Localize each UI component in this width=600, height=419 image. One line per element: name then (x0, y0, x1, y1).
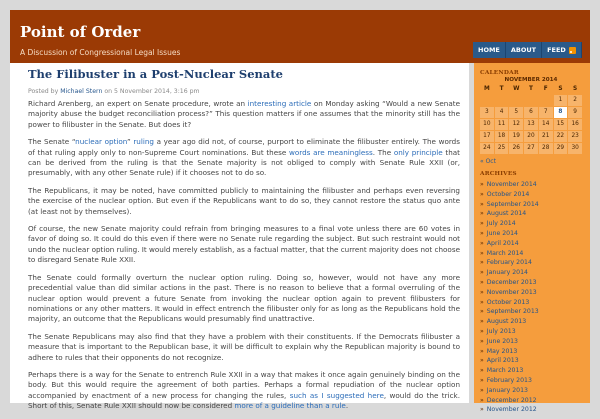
calendar-day: 23 (568, 131, 582, 142)
main-nav (473, 42, 582, 58)
calendar-day: 24 (480, 143, 494, 154)
calendar-day-header: F (543, 86, 548, 92)
calendar-day: 11 (495, 119, 509, 130)
archive-link[interactable]: » July 2013 (480, 327, 584, 337)
nuclear-option-link[interactable]: nuclear option (75, 137, 127, 147)
archive-link[interactable]: » November 2013 (480, 288, 584, 298)
archive-link[interactable]: » April 2013 (480, 356, 584, 366)
calendar-day: 18 (495, 131, 509, 142)
text: . The (372, 147, 394, 157)
calendar-empty-cell (539, 95, 553, 106)
post-body (28, 99, 460, 419)
archive-link[interactable]: » December 2013 (480, 278, 584, 288)
archive-link[interactable]: » May 2013 (480, 347, 584, 357)
guideline-link[interactable]: more of a guideline than a rule (234, 401, 346, 411)
calendar-day: 21 (539, 131, 553, 142)
archive-link[interactable]: » November 2014 (480, 180, 584, 190)
paragraph-6: The Senate Republicans may also find that they have a problem with their constituents. If the Democrats filibuster a measure that is important to the Republican base, it will be difficult to explain why the Republican majority is bound to adhere to rules that their opponents do not recognize. (28, 331, 460, 362)
text: The Senate “ (28, 137, 76, 147)
calendar-day: 7 (539, 107, 553, 118)
archive-link[interactable]: » March 2014 (480, 249, 584, 259)
calendar-day: 1 (554, 95, 568, 106)
words-meaningless-link[interactable]: words are meaningless (288, 147, 373, 157)
calendar-day: 12 (509, 119, 523, 130)
calendar (480, 76, 582, 165)
calendar-empty-cell (524, 95, 538, 106)
nav-feed-label: FEED (547, 46, 566, 54)
paragraph-3: The Republicans, it may be noted, have committed publicly to maintaining the filibuster and perhaps even reversing the exercise of the nuclear option. But even if the Republicans want to do so, they cannot restore the status quo ante (at least not by themselves). (28, 185, 460, 216)
calendar-day-header: W (513, 86, 520, 92)
calendar-day: 10 (480, 119, 494, 130)
calendar-day: 2 (568, 95, 582, 106)
archive-link[interactable]: » August 2014 (480, 209, 584, 219)
archive-link[interactable]: » February 2014 (480, 258, 584, 268)
calendar-empty-cell (509, 95, 523, 106)
calendar-day-header: S (573, 86, 578, 92)
calendar-day-header: T (499, 86, 504, 92)
calendar-day: 30 (568, 143, 582, 154)
archives-list (480, 180, 584, 415)
text: on Monday asking “Would a new Senate majority abuse the budget reconciliation process?” This question matters if one assumes that the minority still has the power to filibuster in the Senate. But does it? (28, 99, 460, 129)
archive-link[interactable]: » June 2014 (480, 229, 584, 239)
archive-link[interactable]: » June 2013 (480, 337, 584, 347)
paragraph-4: Of course, the new Senate majority could refrain from bringing measures to a final vote unless there are 60 votes in favor of doing so. It could do this even if there were no Senate rule regarding the subject. But such restraint would not undo the nuclear option ruling. It would merely establish, as a factual matter, that the current majority does not choose to disregard Senate Rule XXII. (28, 224, 460, 265)
post-meta (28, 88, 200, 95)
archive-link[interactable]: » July 2014 (480, 219, 584, 229)
archive-link[interactable]: » September 2014 (480, 200, 584, 210)
rss-icon (569, 47, 576, 54)
calendar-caption: NOVEMBER 2014 (504, 77, 558, 83)
archive-link[interactable]: » February 2013 (480, 376, 584, 386)
text: that can be derived from the ruling is that the Senate majority is not obliged to comply with Senate Rule XXII (or, presumably, with any other Senate rule) if it chooses not to do so. (28, 147, 460, 178)
calendar-heading: CALENDAR (480, 70, 519, 76)
calendar-day: 9 (568, 107, 582, 118)
archive-link[interactable]: » August 2013 (480, 317, 584, 327)
only-principle-link[interactable]: only principle (393, 147, 443, 157)
calendar-day[interactable]: 8 (554, 107, 568, 118)
post-meta-prefix: Posted by (28, 88, 61, 95)
text: a year ago did not, of course, purport to eliminate the filibuster entirely. The words of that ruling apply only to non-Supreme Court nominations. But these (28, 137, 460, 157)
calendar-day: 27 (524, 143, 538, 154)
nav-about[interactable] (506, 42, 542, 58)
paragraph-5: The Senate could formally overturn the nuclear option ruling. Doing so, however, would not have any more precedential value than did similar actions in the past. There is no reason to believe that a formal overruling of the nuclear option would prevent a future Senate from invoking the nuclear option again to prevent filibusters for nominations or any other matters. It would in effect entrench the filibuster only for as long as the Republicans hold the majority, an outcome that the Republicans would presumably find unattractive. (28, 272, 460, 324)
archive-link[interactable]: » January 2014 (480, 268, 584, 278)
text: , would do the trick. Short of this, Senate Rule XXII should now be considered (28, 390, 460, 411)
suggested-here-link[interactable]: such as I suggested here (289, 390, 384, 400)
nav-home-label: HOME (478, 46, 500, 54)
calendar-day: 29 (554, 143, 568, 154)
nav-about-label: ABOUT (510, 46, 537, 54)
calendar-day-header: T (529, 86, 533, 92)
calendar-day: 13 (524, 119, 538, 130)
ruling-link[interactable]: ruling (133, 137, 154, 147)
calendar-day: 28 (539, 143, 553, 154)
site-description: A Discussion of Congressional Legal Issues (20, 48, 181, 57)
post-author-link[interactable]: Michael Stern (60, 88, 103, 95)
calendar-grid (480, 84, 582, 154)
archive-link[interactable]: » September 2013 (480, 307, 584, 317)
paragraph-2 (28, 137, 460, 179)
calendar-day: 14 (539, 119, 553, 130)
calendar-empty-cell (495, 95, 509, 106)
calendar-day: 3 (480, 107, 494, 118)
calendar-empty-cell (480, 95, 494, 106)
calendar-day: 5 (509, 107, 523, 118)
calendar-day: 19 (509, 131, 523, 142)
archive-link[interactable]: » October 2013 (480, 298, 584, 308)
calendar-day: 20 (524, 131, 538, 142)
archive-link[interactable]: » December 2012 (480, 396, 584, 406)
archive-link[interactable]: » April 2014 (480, 239, 584, 249)
post-title[interactable]: The Filibuster in a Post-Nuclear Senate (28, 67, 283, 81)
nav-feed[interactable] (542, 42, 582, 58)
calendar-day: 15 (554, 119, 568, 130)
paragraph-1 (28, 99, 460, 130)
post-meta-date: on 5 November 2014, 3:16 pm (102, 88, 200, 95)
main-content (10, 63, 469, 411)
archive-link[interactable]: » November 2012 (480, 405, 584, 415)
calendar-day: 25 (495, 143, 509, 154)
text: . (345, 401, 349, 411)
calendar-day: 16 (568, 119, 582, 130)
calendar-day: 22 (554, 131, 568, 142)
calendar-day-header: M (483, 86, 490, 92)
paragraph-7 (28, 370, 460, 412)
text: ” (126, 137, 134, 147)
calendar-prev-month-link[interactable]: « Oct (480, 158, 496, 165)
archives-heading: ARCHIVES (480, 171, 517, 177)
site-title[interactable]: Point of Order (20, 23, 141, 41)
calendar-day: 4 (495, 107, 509, 118)
archive-link[interactable]: » January 2013 (480, 386, 584, 396)
sidebar (474, 63, 590, 414)
interesting-article-link[interactable]: interesting article (247, 99, 312, 108)
calendar-day: 26 (509, 143, 523, 154)
text: Perhaps there is a way for the Senate to entrench Rule XXII in a way that makes it once again genuinely binding on the body. But this would require the agreement of both parties. Perhaps a formal repudiation of the nuclear option accompanied by enactment of a new process for changing the rules, (28, 369, 460, 400)
calendar-day-header: S (558, 86, 563, 92)
text: Richard Arenberg, an expert on Senate procedure, wrote an (28, 99, 248, 108)
archive-link[interactable]: » March 2013 (480, 366, 584, 376)
calendar-day: 17 (480, 131, 494, 142)
archive-link[interactable]: » October 2014 (480, 190, 584, 200)
nav-home[interactable] (473, 42, 506, 58)
calendar-day: 6 (524, 107, 538, 118)
